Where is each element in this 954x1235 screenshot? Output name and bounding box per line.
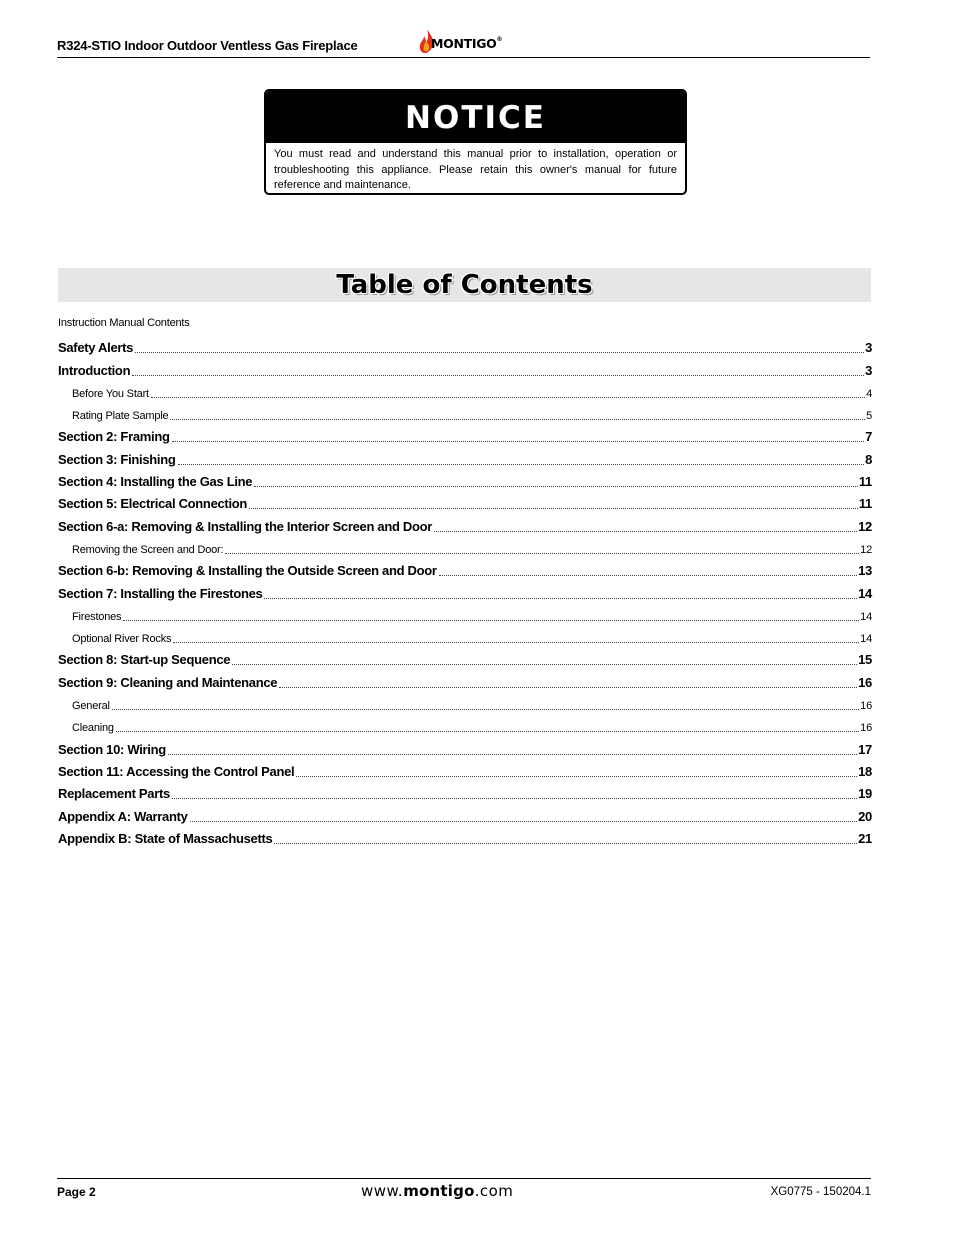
dot-leader (116, 731, 859, 732)
dot-leader (434, 531, 857, 532)
toc-entry-label: Section 7: Installing the Firestones (58, 585, 263, 601)
toc-entry-label: Section 6-b: Removing & Installing the Outside Screen and Door (58, 563, 437, 579)
toc-entry-label: Before You Start (72, 387, 149, 400)
toc-entry[interactable] (58, 715, 872, 737)
notice-heading: NOTICE (266, 91, 685, 143)
toc-entry-label: Appendix A: Warranty (58, 808, 188, 824)
dot-leader (225, 553, 859, 554)
toc-entry-page: 21 (858, 830, 872, 846)
toc-entry-page: 19 (858, 786, 872, 802)
toc-entry-label: Cleaning (72, 722, 114, 735)
toc-entry[interactable] (58, 358, 872, 380)
toc-entry[interactable] (58, 737, 872, 759)
toc-entry-label: General (72, 700, 110, 713)
toc-title-band (58, 268, 871, 302)
dot-leader (190, 821, 858, 822)
toc-entry[interactable] (58, 470, 872, 492)
toc-entry[interactable] (58, 804, 872, 826)
notice-box (264, 89, 687, 195)
notice-text: You must read and understand this manual prior to installation, operation or troubleshooting this appliance. Please retain this owner's manual for future reference and maintenance. (274, 148, 677, 191)
toc-entry[interactable] (58, 514, 872, 536)
toc-entry[interactable] (58, 693, 872, 715)
dot-leader (439, 575, 857, 576)
toc-entry-label: Section 9: Cleaning and Maintenance (58, 674, 278, 690)
toc-entry-page: 16 (860, 722, 872, 735)
toc-entry-page: 3 (865, 362, 872, 378)
dot-leader (279, 687, 857, 688)
page-number: Page 2 (57, 1185, 96, 1199)
toc-entry-page: 15 (858, 652, 872, 668)
dot-leader (151, 397, 865, 398)
dot-leader (135, 352, 864, 353)
website-url[interactable]: www.montigo.com (361, 1182, 514, 1200)
toc-entry-page: 12 (858, 518, 872, 534)
toc-entry[interactable] (58, 447, 872, 469)
toc-entry-label: Section 10: Wiring (58, 741, 166, 757)
dot-leader (232, 664, 857, 665)
toc-entry[interactable] (58, 604, 872, 626)
toc-entry-page: 20 (858, 808, 872, 824)
toc-entry-label: Removing the Screen and Door: (72, 543, 224, 556)
toc-entry[interactable] (58, 425, 872, 447)
toc-entry-page: 14 (860, 633, 872, 646)
dot-leader (254, 486, 858, 487)
dot-leader (132, 375, 864, 376)
page-header (57, 30, 870, 58)
toc-entry-label: Firestones (72, 610, 122, 623)
document-title: R324-STIO Indoor Outdoor Ventless Gas Fireplace (57, 38, 358, 53)
toc-entry-page: 16 (860, 700, 872, 713)
toc-entry-label: Section 6-a: Removing & Installing the Interior Screen and Door (58, 518, 433, 534)
document-code: XG0775 - 150204.1 (770, 1186, 871, 1198)
toc-entry-label: Section 3: Finishing (58, 451, 176, 467)
toc-entry-label: Optional River Rocks (72, 633, 172, 646)
dot-leader (170, 419, 865, 420)
toc-entry-page: 7 (865, 429, 872, 445)
toc-entry-label: Rating Plate Sample (72, 410, 169, 423)
toc-entry[interactable] (58, 492, 872, 514)
toc-entry[interactable] (58, 760, 872, 782)
toc-entry-label: Safety Alerts (58, 340, 134, 356)
toc-list (58, 336, 872, 849)
toc-entry-label: Section 8: Start-up Sequence (58, 652, 231, 668)
toc-entry-page: 4 (866, 387, 872, 400)
toc-title: Table of Contents (336, 270, 593, 300)
toc-entry-page: 16 (858, 674, 872, 690)
toc-entry-page: 17 (858, 741, 872, 757)
toc-entry-page: 8 (865, 451, 872, 467)
dot-leader (249, 508, 858, 509)
dot-leader (172, 441, 864, 442)
toc-entry-label: Section 2: Framing (58, 429, 170, 445)
dot-leader (112, 709, 859, 710)
toc-entry[interactable] (58, 670, 872, 692)
toc-entry[interactable] (58, 648, 872, 670)
dot-leader (274, 843, 857, 844)
dot-leader (178, 464, 865, 465)
dot-leader (123, 620, 859, 621)
dot-leader (172, 798, 857, 799)
toc-entry-page: 3 (865, 340, 872, 356)
dot-leader (168, 754, 857, 755)
toc-entry-label: Section 5: Electrical Connection (58, 496, 248, 512)
toc-entry[interactable] (58, 336, 872, 358)
toc-entry[interactable] (58, 827, 872, 849)
toc-entry[interactable] (58, 537, 872, 559)
toc-entry-label: Appendix B: State of Massachusetts (58, 830, 273, 846)
dot-leader (173, 642, 859, 643)
toc-entry[interactable] (58, 782, 872, 804)
logo-wordmark: MONTIGO® (431, 36, 503, 51)
toc-caption: Instruction Manual Contents (58, 317, 190, 329)
toc-entry[interactable] (58, 403, 872, 425)
toc-entry-label: Replacement Parts (58, 786, 170, 802)
toc-entry-page: 14 (860, 610, 872, 623)
toc-entry-page: 18 (858, 763, 872, 779)
toc-entry[interactable] (58, 559, 872, 581)
toc-entry-label: Section 4: Installing the Gas Line (58, 474, 253, 490)
toc-entry-page: 14 (858, 585, 872, 601)
toc-entry[interactable] (58, 581, 872, 603)
toc-entry[interactable] (58, 626, 872, 648)
toc-entry-page: 5 (866, 410, 872, 423)
dot-leader (296, 776, 857, 777)
toc-entry[interactable] (58, 381, 872, 403)
toc-entry-page: 11 (858, 496, 872, 512)
toc-entry-label: Introduction (58, 362, 131, 378)
dot-leader (264, 598, 857, 599)
page-footer (57, 1178, 871, 1209)
toc-entry-page: 12 (860, 543, 872, 556)
toc-entry-page: 13 (858, 563, 872, 579)
toc-entry-label: Section 11: Accessing the Control Panel (58, 763, 295, 779)
montigo-logo (419, 24, 502, 54)
toc-entry-page: 11 (858, 474, 872, 490)
